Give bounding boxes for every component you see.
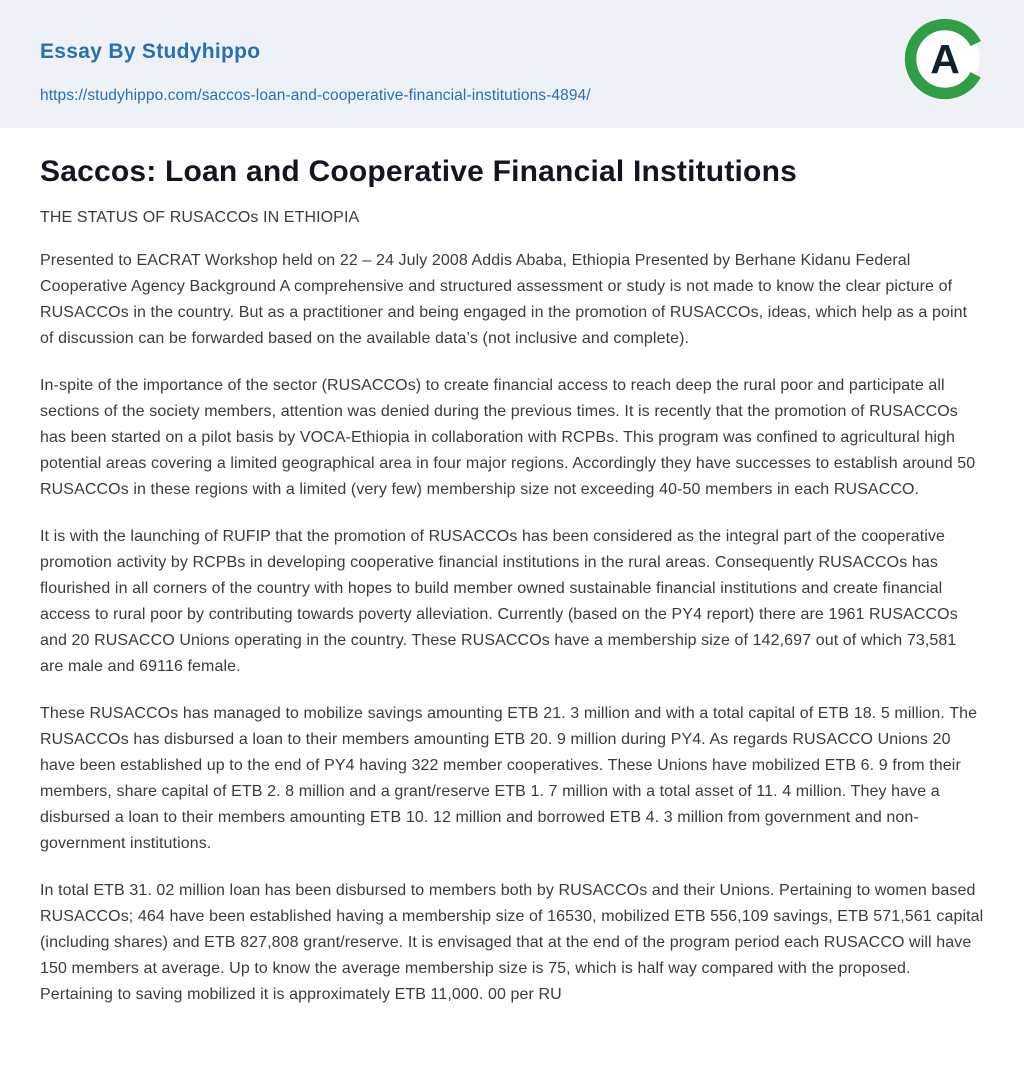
page-header [0,0,1024,128]
logo-letter: A [930,35,960,82]
paragraph: In total ETB 31. 02 million loan has been disbursed to members both by RUSACCOs and their Unions. Pertaining to women based RUSACCOs; 464 have been established having a membership size of 16530, mobilized ETB 556,109 savings, ETB 571,561 capital (including shares) and ETB 827,808 grant/reserve. It is envisaged that at the end of the program period each RUSACCO will have 150 members at average. Up to know the average membership size is 75, which is half way compared with the proposed. Pertaining to saving mobilized it is approximately ETB 11,000. 00 per RU [40,882,984,1003]
brand-title: Essay By Studyhippo [40,40,261,63]
logo-svg [904,18,986,100]
paragraph: These RUSACCOs has managed to mobilize savings amounting ETB 21. 3 million and with a total capital of ETB 18. 5 million. The RUSACCOs has disbursed a loan to their members amounting ETB 20. 9 million during PY4. As regards RUSACCO Unions 20 have been established up to the end of PY4 having 322 member cooperatives. These Unions have mobilized ETB 6. 9 from their members, share capital of ETB 2. 8 million and a grant/reserve ETB 1. 7 million with a total asset of 11. 4 million. They have a disbursed a loan to their members amounting ETB 10. 12 million and borrowed ETB 4. 3 million from government and non-government institutions. [40,705,978,852]
article-paragraphs [40,248,984,1008]
paragraph: It is with the launching of RUFIP that the promotion of RUSACCOs has been considered as the integral part of the cooperative promotion activity by RCPBs in developing cooperative financial institutions in the rural areas. Consequently RUSACCOs has flourished in all corners of the country with hopes to build member owned sustainable financial institutions and create financial access to rural poor by contributing towards poverty alleviation. Currently (based on the PY4 report) there are 1961 RUSACCOs and 20 RUSACCO Unions operating in the country. These RUSACCOs have a membership size of 142,697 out of which 73,581 are male and 69116 female. [40,528,958,675]
source-url-link[interactable]: https://studyhippo.com/saccos-loan-and-cooperative-financial-institutions-4894/ [40,87,591,104]
page-title: Saccos: Loan and Cooperative Financial Institutions [40,155,797,188]
article-content [0,153,1024,1008]
studyhippo-logo-icon [904,18,986,100]
paragraph: Presented to EACRAT Workshop held on 22 – 24 July 2008 Addis Ababa, Ethiopia Presented by Berhane Kidanu Federal Cooperative Agency Background A comprehensive and structured assessment or study is not made to know the clear picture of RUSACCOs in the country. But as a practitioner and being engaged in the promotion of RUSACCOs, ideas, which help as a point of discussion can be forwarded based on the available data’s (not inclusive and complete). [40,252,968,347]
paragraph: In-spite of the importance of the sector (RUSACCOs) to create financial access to reach deep the rural poor and participate all sections of the society members, attention was denied during the previous times. It is recently that the promotion of RUSACCOs has been started on a pilot basis by VOCA-Ethiopia in collaboration with RCPBs. This program was confined to agricultural high potential areas covering a limited geographical area in four major regions. Accordingly they have successes to establish around 50 RUSACCOs in these regions with a limited (very few) membership size not exceeding 40-50 members in each RUSACCO. [40,377,976,498]
article-subtitle: THE STATUS OF RUSACCOs IN ETHIOPIA [40,209,360,226]
